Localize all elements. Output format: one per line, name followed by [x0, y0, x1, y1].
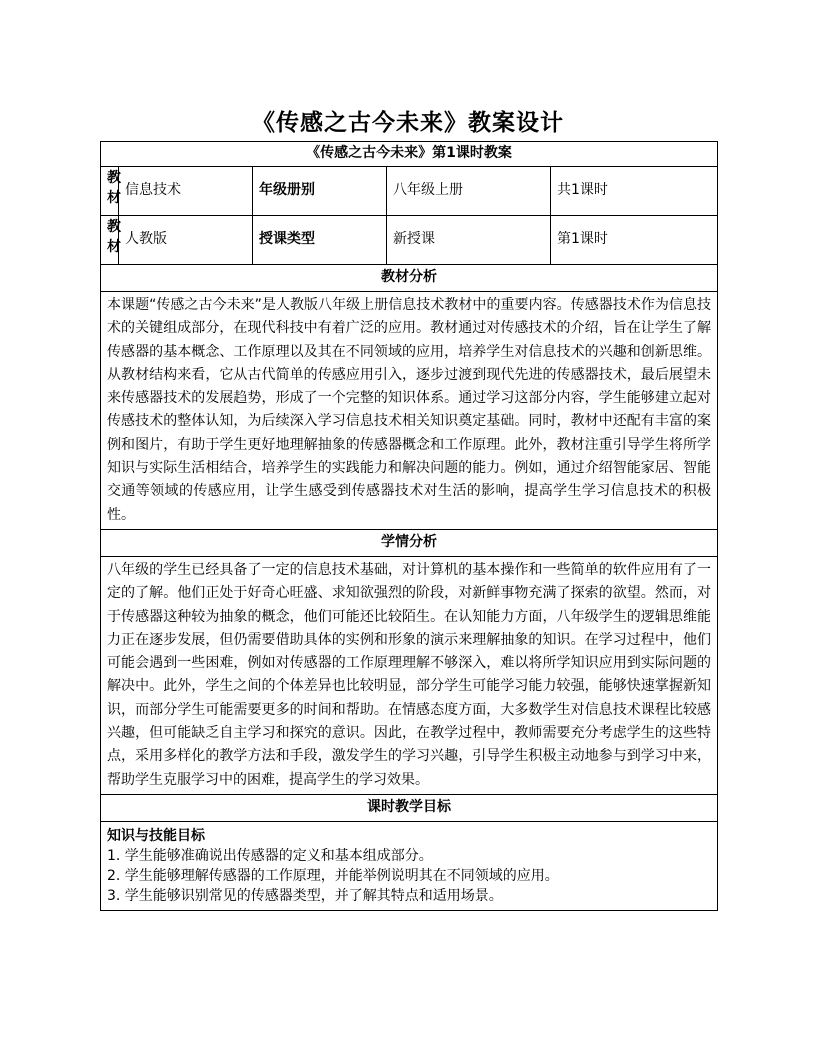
objectives-body [101, 821, 718, 910]
stub-char: 教 [107, 219, 121, 235]
lesson-header-row [101, 142, 718, 167]
document-title: 《传感之古今未来》教案设计 [252, 109, 564, 136]
student-analysis-text: 八年级的学生已经具备了一定的信息技术基础，对计算机的基本操作和一些简单的软件应用有了一定的了解。他们正处于好奇心旺盛、求知欲强烈的阶段，对新鲜事物充满了探索的欲望。然而，对于传感器这种较为抽象的概念，他们可能还比较陌生。在认知能力方面，八年级学生的逻辑思维能力正在逐步发展，但仍需要借助具体的实例和形象的演示来理解抽象的知识。在学习过程中，他们可能会遇到一些困难，例如对传感器的工作原理理解不够深入，难以将所学知识应用到实际问题的解决中。此外，学生之间的个体差异也比较明显，部分学生可能学习能力较强，能够快速掌握新知识，而部分学生可能需要更多的时间和帮助。在情感态度方面，大多数学生对信息技术课程比较感兴趣，但可能缺乏自主学习和探究的意识。因此，在教学过程中，教师需要充分考虑学生的这些特点，采用多样化的教学方法和手段，激发学生的学习兴趣，引导学生积极主动地参与到学习中来，帮助学生克服学习中的困难，提高学生的学习效果。 [101, 556, 718, 794]
edition-value: 人教版 [119, 216, 253, 265]
lesson-header: 《传感之古今未来》第1课时教案 [101, 142, 718, 167]
lesson-type-label: 授课类型 [253, 216, 387, 265]
stub-char: 材 [107, 239, 121, 255]
lesson-plan-table [100, 141, 718, 911]
stub-char: 教 [107, 170, 121, 186]
student-analysis-heading: 学情分析 [101, 529, 718, 556]
subject-value: 信息技术 [119, 167, 253, 216]
row-stub [101, 216, 119, 265]
grade-label: 年级册别 [253, 167, 387, 216]
total-periods: 共1课时 [551, 167, 718, 216]
info-row-subject [101, 167, 718, 216]
section-body-row [101, 556, 718, 794]
grade-value: 八年级上册 [387, 167, 551, 216]
period-number: 第1课时 [551, 216, 718, 265]
stub-char: 材 [107, 190, 121, 206]
section-header-row [101, 265, 718, 292]
objective-item: 2. 学生能够理解传感器的工作原理，并能举例说明其在不同领域的应用。 [107, 867, 559, 884]
objective-item: 3. 学生能够识别常见的传感器类型，并了解其特点和适用场景。 [107, 887, 503, 904]
info-row-edition [101, 216, 718, 265]
textbook-analysis-text: 本课题“传感之古今未来”是人教版八年级上册信息技术教材中的重要内容。传感器技术作为信息技术的关键组成部分，在现代科技中有着广泛的应用。教材通过对传感技术的介绍，旨在让学生了解传感器的基本概念、工作原理以及其在不同领域的应用，培养学生对信息技术的兴趣和创新思维。从教材结构来看，它从古代简单的传感应用引入，逐步过渡到现代先进的传感器技术，最后展望未来传感器技术的发展趋势，形成了一个完整的知识体系。通过学习这部分内容，学生能够建立起对传感技术的整体认知，为后续深入学习信息技术相关知识奠定基础。同时，教材中还配有丰富的案例和图片，有助于学生更好地理解抽象的传感器概念和工作原理。此外，教材注重引导学生将所学知识与实际生活相结合，培养学生的实践能力和解决问题的能力。例如，通过介绍智能家居、智能交通等领域的传感应用，让学生感受到传感器技术对生活的影响，提高学生学习信息技术的积极性。 [101, 292, 718, 530]
textbook-analysis-heading: 教材分析 [101, 265, 718, 292]
section-body-row [101, 292, 718, 530]
objectives-subheading: 知识与技能目标 [107, 827, 205, 844]
objectives-heading: 课时教学目标 [101, 794, 718, 821]
section-body-row [101, 821, 718, 910]
lesson-type-value: 新授课 [387, 216, 551, 265]
section-header-row [101, 794, 718, 821]
section-header-row [101, 529, 718, 556]
row-stub [101, 167, 119, 216]
objective-item: 1. 学生能够准确说出传感器的定义和基本组成部分。 [107, 847, 433, 864]
